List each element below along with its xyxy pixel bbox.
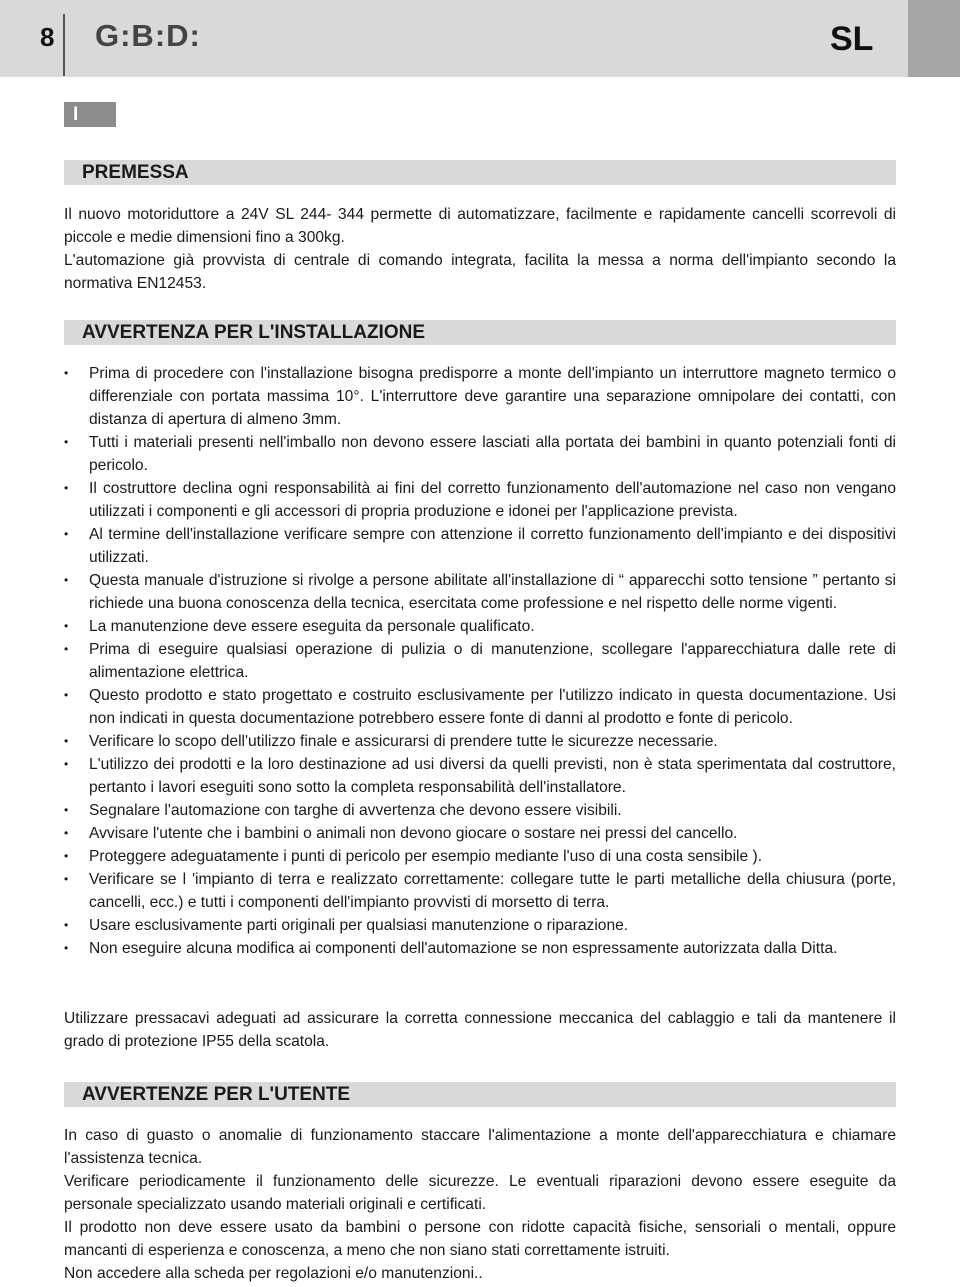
brand-logo: G:B:D: — [95, 18, 201, 53]
page-number: 8 — [40, 22, 55, 52]
utente-paragraph-3: Il prodotto non deve essere usato da bambini o persone con ridotte capacità fisiche, sensoriali o mentali, oppure mancanti di esperienza e conoscenza, a meno che non siano stati correttamente istruiti. — [64, 1219, 896, 1259]
list-item: • Avvisare l'utente che i bambini o animali non devono giocare o sostare nei pressi del cancello. — [64, 822, 896, 845]
installation-warnings-list — [64, 362, 896, 960]
header-divider — [63, 14, 65, 76]
section-title-installazione: AVVERTENZA PER L'INSTALLAZIONE — [64, 320, 896, 345]
utente-paragraph-1: In caso di guasto o anomalie di funzionamento staccare l'alimentazione a monte dell'apparecchiatura e chiamare l'assistenza tecnica. — [64, 1127, 896, 1167]
list-item: • Non eseguire alcuna modifica ai componenti dell'automazione se non espressamente autorizzata dalla Ditta. — [64, 937, 896, 960]
list-item: • Al termine dell'installazione verificare sempre con attenzione il corretto funzionamento dell'impianto e dei dispositivi utilizzati. — [64, 523, 896, 569]
section-title-premessa: PREMESSA — [64, 160, 896, 185]
section-title-utente: AVVERTENZE PER L'UTENTE — [64, 1082, 896, 1107]
language-badge: I — [64, 102, 116, 127]
list-item: • Il costruttore declina ogni responsabilità ai fini del corretto funzionamento dell'automazione nel caso non vengano utilizzati i componenti e gli accessori di propria produzione e idonei per l'applicazione prevista. — [64, 477, 896, 523]
premessa-paragraph-1: Il nuovo motoriduttore a 24V SL 244- 344 permette di automatizzare, facilmente e rapidamente cancelli scorrevoli di piccole e medie dimensioni fino a 300kg. — [64, 206, 896, 246]
utente-paragraph-2: Verificare periodicamente il funzionamento delle sicurezze. Le eventuali riparazioni devono essere eseguite da personale specializzato usando materiali originali e certificati. — [64, 1173, 896, 1213]
list-item: • Questo prodotto e stato progettato e costruito esclusivamente per l'utilizzo indicato in questa documentazione. Usi non indicati in questa documentazione potrebbero essere fonte di danni al prodotto e fonte di pericolo. — [64, 684, 896, 730]
list-item: • Questa manuale d'istruzione si rivolge a persone abilitate all'installazione di “ apparecchi sotto tensione ” pertanto si richiede una buona conoscenza della tecnica, esercitata come professione e nel rispetto delle norme vigenti. — [64, 569, 896, 615]
model-name: SL — [830, 20, 874, 58]
list-item: • Proteggere adeguatamente i punti di pericolo per esempio mediante l'uso di una costa sensibile ). — [64, 845, 896, 868]
list-item: • Usare esclusivamente parti originali per qualsiasi manutenzione o riparazione. — [64, 914, 896, 937]
list-item: • Verificare se l 'impianto di terra e realizzato correttamente: collegare tutte le parti metalliche della chiusura (porte, cancelli, ecc.) e tutti i componenti dell'impianto provvisti di morsetto di terra. — [64, 868, 896, 914]
installation-closing-note: Utilizzare pressacavi adeguati ad assicurare la corretta connessione meccanica del cablaggio e tali da mantenere il grado di protezione IP55 della scatola. — [64, 1010, 896, 1050]
list-item: • Prima di procedere con l'installazione bisogna predisporre a monte dell'impianto un interruttore magneto termico o differenziale con portata massima 10°. L'interruttore deve garantire una separazione omnipolare dei contatti, con distanza di apertura di almeno 3mm. — [64, 362, 896, 431]
page-header — [0, 0, 960, 77]
list-item: • Segnalare l'automazione con targhe di avvertenza che devono essere visibili. — [64, 799, 896, 822]
list-item: • Verificare lo scopo dell'utilizzo finale e assicurarsi di prendere tutte le sicurezze necessarie. — [64, 730, 896, 753]
header-tab — [908, 0, 960, 77]
list-item: • L'utilizzo dei prodotti e la loro destinazione ad usi diversi da quelli previsti, non è stata sperimentata dal costruttore, pertanto i lavori eseguiti sono sotto la completa responsabilità dell'installatore. — [64, 753, 896, 799]
list-item: • La manutenzione deve essere eseguita da personale qualificato. — [64, 615, 896, 638]
list-item: • Prima di eseguire qualsiasi operazione di pulizia o di manutenzione, scollegare l'apparecchiatura dalle rete di alimentazione elettrica. — [64, 638, 896, 684]
list-item: • Tutti i materiali presenti nell'imballo non devono essere lasciati alla portata dei bambini in quanto potenziali fonti di pericolo. — [64, 431, 896, 477]
premessa-paragraph-2: L'automazione già provvista di centrale di comando integrata, facilita la messa a norma dell'impianto secondo la normativa EN12453. — [64, 252, 896, 292]
utente-paragraph-4: Non accedere alla scheda per regolazioni e/o manutenzioni.. — [64, 1265, 483, 1282]
